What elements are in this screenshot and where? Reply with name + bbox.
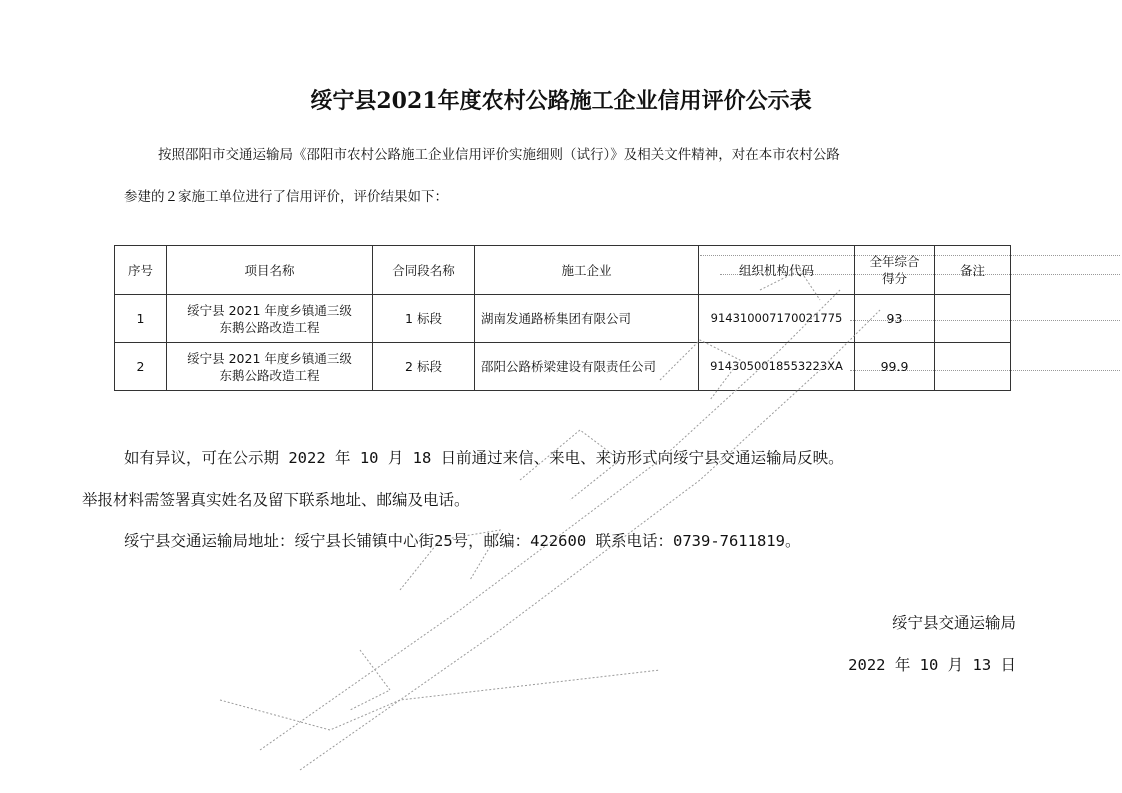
header-project: 项目名称	[167, 246, 373, 295]
cell-project-line1: 绥宁县 2021 年度乡镇通三级	[187, 350, 352, 366]
cell-project	[167, 295, 373, 343]
notice-paragraph-3: 绥宁县交通运输局地址：绥宁县长铺镇中心街25号，邮编：422600 联系电话：0739-7611819。	[124, 532, 801, 550]
notice-paragraph-2: 举报材料需签署真实姓名及留下联系地址、邮编及电话。	[82, 491, 470, 509]
cell-score: 93	[855, 295, 935, 343]
cell-section: 1 标段	[373, 295, 475, 343]
cell-code: 914310007170021775	[699, 295, 855, 343]
cell-seq: 1	[115, 295, 167, 343]
table-row	[115, 295, 1011, 343]
header-section: 合同段名称	[373, 246, 475, 295]
header-remark: 备注	[935, 246, 1011, 295]
cell-seq: 2	[115, 343, 167, 391]
cell-project-line1: 绥宁县 2021 年度乡镇通三级	[187, 302, 352, 318]
header-score-line1: 全年综合	[869, 254, 920, 269]
document-title: 绥宁县2021年度农村公路施工企业信用评价公示表	[310, 88, 812, 114]
signature-org: 绥宁县交通运输局	[891, 614, 1016, 632]
cell-project-line2: 东鹅公路改造工程	[219, 319, 320, 335]
intro-line-1: 按照邵阳市交通运输局《邵阳市农村公路施工企业信用评价实施细则（试行）》及相关文件精神，对在本市农村公路	[158, 147, 840, 163]
cell-project-line2: 东鹅公路改造工程	[219, 367, 320, 383]
header-seq: 序号	[115, 246, 167, 295]
header-score-line2: 得分	[881, 271, 907, 286]
table-header-row	[115, 246, 1011, 295]
cell-code: 9143050018553223XA	[699, 343, 855, 391]
cell-score: 99.9	[855, 343, 935, 391]
header-company: 施工企业	[475, 246, 699, 295]
table-row	[115, 343, 1011, 391]
notice-paragraph-1: 如有异议，可在公示期 2022 年 10 月 18 日前通过来信、来电、来访形式向绥宁县交通运输局反映。	[124, 449, 844, 467]
cell-section: 2 标段	[373, 343, 475, 391]
header-score	[855, 246, 935, 295]
cell-company: 邵阳公路桥梁建设有限责任公司	[475, 343, 699, 391]
cell-remark	[935, 343, 1011, 391]
cell-project	[167, 343, 373, 391]
credit-evaluation-table	[114, 245, 1011, 391]
header-code: 组织机构代码	[699, 246, 855, 295]
cell-remark	[935, 295, 1011, 343]
intro-line-2: 参建的２家施工单位进行了信用评价，评价结果如下：	[124, 189, 448, 205]
signature-date: 2022 年 10 月 13 日	[848, 656, 1016, 674]
cell-company: 湖南发通路桥集团有限公司	[475, 295, 699, 343]
